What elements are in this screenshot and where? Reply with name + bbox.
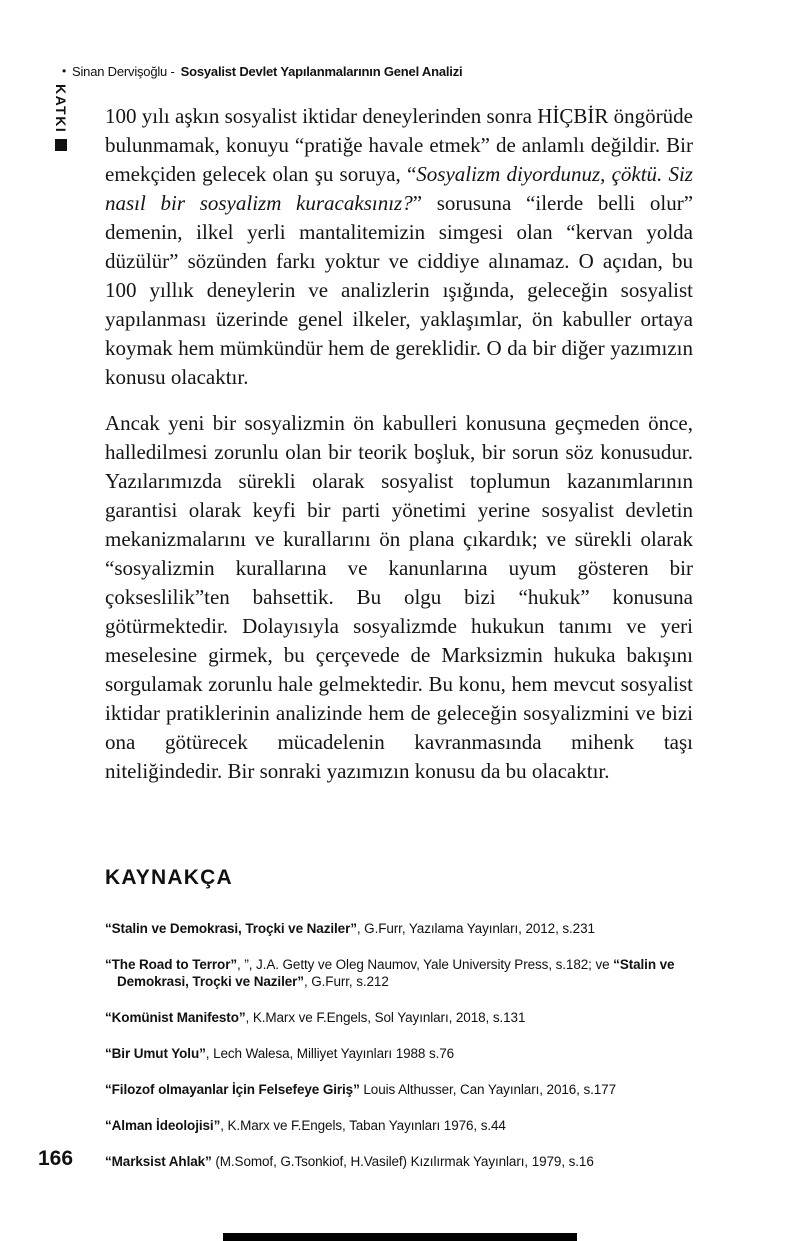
reference-title: “The Road to Terror” bbox=[105, 957, 238, 972]
header-bullet-icon: • bbox=[62, 64, 67, 78]
paragraph-text: Ancak yeni bir sosyalizmin ön kabulleri konusuna geçmeden önce, halledilmesi zorunlu olan bir teorik boşluk, bir sorun söz konusudur. Yazılarımızda sürekli olarak sosyalist toplumun kazanımlarının garantisi olarak keyfi bir parti yönetimi yerine sosyalist devletin mekanizmalarını ve kurallarını ön plana çıkardık; ve sürekli olarak “sosyalizmin kurallarına ve kanunlarına uyum gösteren bir çokseslilik”ten bahsettik. Bu olgu bizi “hukuk” konusuna götürmektedir. Dolayısıyla sosyalizmde hukukun tanımı ve yeri meselesine girmek, bu çerçevede de Marksizmin hukuka bakışını sorgulamak zorunlu hale gelmektedir. Bu konu, hem mevcut sosyalist iktidar pratiklerinin analizinde hem de geleceğin sosyalizmini ve bizi ona götürecek mücadelenin kavranmasında mihenk taşı niteliğindedir. Bir sonraki yazımızın konusu da bu olacaktır. bbox=[105, 411, 693, 783]
bibliography-section bbox=[105, 866, 695, 1189]
bibliography-entry bbox=[105, 920, 695, 937]
page-number: 166 bbox=[38, 1147, 74, 1170]
paragraph-text: ” sorusuna “ilerde belli olur” demenin, ilkel yerli mantalitemizin simgesi olan “kervan yolda düzülür” sözünden farkı yoktur ve ciddiye alınamaz. O açıdan, bu 100 yıllık deneylerin ve analizlerin ışığında, geleceğin sosyalist yapılanması üzerinde genel ilkeler, yaklaşımlar, ön kabuller ortaya koymak hem mümkündür hem de gereklidir. O da bir diğer yazımızın konusu olacaktır. bbox=[105, 191, 694, 389]
reference-details: , ”, J.A. Getty ve Oleg Naumov, Yale University Press, s.182; ve bbox=[237, 957, 614, 972]
reference-title: “Filozof olmayanlar İçin Felsefeye Giriş” bbox=[105, 1082, 360, 1097]
bibliography-entry bbox=[105, 956, 695, 990]
journal-spine bbox=[53, 84, 69, 151]
header-author: Sinan Dervişoğlu - bbox=[72, 64, 175, 79]
quoted-question-italic: Sosyalizm diyordunuz, çöktü. Siz nasıl bir sosyalizm kuracaksınız? bbox=[105, 162, 693, 215]
spine-square-marker bbox=[55, 139, 67, 151]
bibliography-entry bbox=[105, 1117, 695, 1134]
body-paragraph bbox=[105, 102, 693, 392]
bibliography-list bbox=[105, 920, 695, 1170]
article-body bbox=[105, 102, 693, 803]
header-article-title: Sosyalist Devlet Yapılanmalarının Genel Analizi bbox=[180, 64, 463, 79]
reference-title: “Alman İdeolojisi” bbox=[105, 1118, 221, 1133]
reference-details: Louis Althusser, Can Yayınları, 2016, s.177 bbox=[359, 1082, 617, 1097]
journal-name-vertical: KATKI bbox=[53, 84, 69, 134]
body-paragraph bbox=[105, 409, 693, 786]
reference-details: , K.Marx ve F.Engels, Sol Yayınları, 2018, s.131 bbox=[245, 1010, 526, 1025]
reference-details: , K.Marx ve F.Engels, Taban Yayınları 1976, s.44 bbox=[220, 1118, 506, 1133]
paragraph-text: 100 yılı aşkın sosyalist iktidar deneylerinden sonra HİÇBİR öngörüde bulunmamak, konuyu “pratiğe havale etmek” de anlamlı değildir. Bir emekçiden gelecek olan şu soruya, “ bbox=[105, 104, 693, 186]
page-header bbox=[62, 64, 462, 79]
reference-details: , G.Furr, s.212 bbox=[303, 974, 389, 989]
reference-title: “Komünist Manifesto” bbox=[105, 1010, 246, 1025]
reference-details: (M.Somof, G.Tsonkiof, H.Vasilef) Kızılırmak Yayınları, 1979, s.16 bbox=[211, 1154, 594, 1169]
bibliography-entry bbox=[105, 1009, 695, 1026]
reference-title: “Marksist Ahlak” bbox=[105, 1154, 212, 1169]
reference-title: “Bir Umut Yolu” bbox=[105, 1046, 206, 1061]
footer-bar bbox=[223, 1233, 577, 1241]
bibliography-entry bbox=[105, 1045, 695, 1062]
reference-details: , G.Furr, Yazılama Yayınları, 2012, s.231 bbox=[356, 921, 595, 936]
bibliography-entry bbox=[105, 1153, 695, 1170]
reference-details: , Lech Walesa, Milliyet Yayınları 1988 s.76 bbox=[205, 1046, 455, 1061]
bibliography-heading: KAYNAKÇA bbox=[105, 866, 233, 889]
reference-title: “Stalin ve Demokrasi, Troçki ve Naziler” bbox=[105, 921, 357, 936]
reference-title: “Stalin ve Demokrasi, Troçki ve Naziler” bbox=[117, 957, 675, 989]
bibliography-entry bbox=[105, 1081, 695, 1098]
